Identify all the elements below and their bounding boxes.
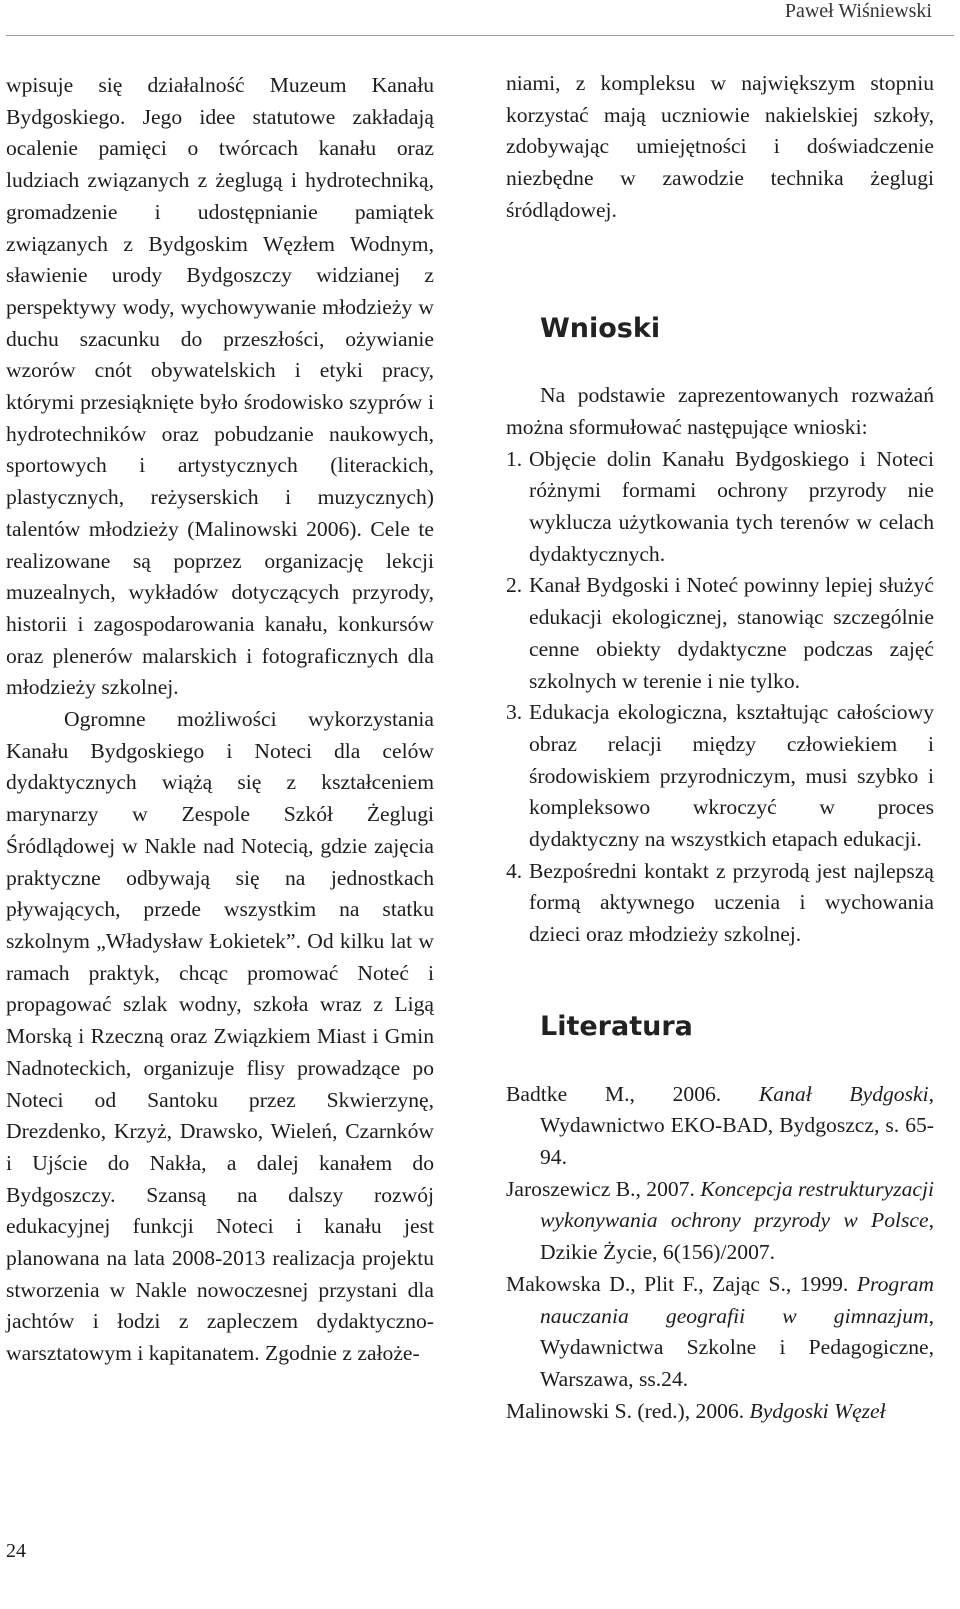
reference-details: , Dzikie Życie, 6(156)/2007.	[540, 1208, 934, 1265]
conclusion-number: 2.	[506, 573, 523, 598]
conclusion-text: Edukacja ekologiczna, kształtując całościowy obraz relacji między człowiekiem i środowiskiem przyrodniczym, musi szybko i kompleksowo wkroczyć w proces dydaktyczny na wszystkich etapach edukacji.	[529, 700, 934, 852]
reference-authors: Badtke M., 2006.	[506, 1081, 722, 1106]
conclusions-list	[506, 444, 934, 951]
right-column	[506, 68, 934, 1427]
conclusion-text: Objęcie dolin Kanału Bydgoskiego i Noteci różnymi formami ochrony przyrody nie wyklucza użytkowania tych terenów w celach dydaktycznych.	[529, 446, 934, 566]
references-list	[506, 1079, 934, 1428]
conclusion-item	[506, 856, 934, 951]
reference-item	[506, 1174, 934, 1269]
body-paragraph: Ogromne możliwości wykorzystania Kanału Bydgoskiego i Noteci dla celów dydaktycznych wiążą się z kształceniem marynarzy w Zespole Szkół Żeglugi Śródlądowej w Nakle nad Notecią, gdzie zajęcia praktyczne odbywają się na jednostkach pływających, przede wszystkim na statku szkolnym „Władysław Łokietek”. Od kilku lat w ramach praktyk, chcąc promować Noteć i propagować szlak wodny, szkoła wraz z Ligą Morską i Rzeczną oraz Związkiem Miast i Gmin Nadnoteckich, organizuje flisy prowadzące po Noteci od Santoku przez Skwierzynę, Drezdenko, Krzyż, Drawsko, Wieleń, Czarnków i Ujście do Nakła, a dalej kanałem do Bydgoszczy. Szansą na dalszy rozwój edukacyjnej funkcji Noteci i kanału jest planowana na lata 2008-2013 realizacja projektu stworzenia w Nakle nowoczesnej przystani dla jachtów i łodzi z zapleczem dydaktyczno-warsztatowym i kapitanatem. Zgodnie z założe-	[6, 707, 434, 1366]
reference-details: , Wydawnictwa Szkolne i Pedagogiczne, Warszawa, ss.24.	[540, 1303, 934, 1391]
reference-item	[506, 1396, 934, 1428]
page-number: 24	[6, 1540, 26, 1562]
conclusions-intro: Na podstawie zaprezentowanych rozważań można sformułować następujące wnioski:	[506, 383, 934, 439]
conclusion-item	[506, 697, 934, 856]
reference-title: Bydgoski Węzeł	[749, 1398, 886, 1423]
reference-item	[506, 1269, 934, 1396]
conclusions-heading: Wnioski	[540, 312, 661, 344]
conclusion-text: Bezpośredni kontakt z przyrodą jest najlepszą formą aktywnego uczenia i wychowania dzieci oraz młodzieży szkolnej.	[529, 858, 934, 947]
literature-heading: Literatura	[540, 1010, 693, 1042]
conclusion-text: Kanał Bydgoski i Noteć powinny lepiej służyć edukacji ekologicznej, stanowiąc szczególnie cenne obiekty dydaktyczne podczas zajęć szkolnych w terenie i nie tylko.	[529, 573, 934, 693]
header-rule	[6, 35, 954, 36]
reference-authors: Makowska D., Plit F., Zając S., 1999.	[506, 1271, 849, 1296]
reference-title: Koncepcja restrukturyzacji wykonywania ochrony przyrody w Polsce	[540, 1176, 934, 1233]
left-column	[6, 70, 434, 1370]
body-paragraph-continuation: niami, z kompleksu w największym stopniu korzystać mają uczniowie nakielskiej szkoły, zdobywając umiejętności i doświadczenie niezbędne w zawodzie technika żeglugi śródlądowej.	[506, 71, 934, 222]
running-header-author: Paweł Wiśniewski	[784, 0, 932, 22]
reference-title: Kanał Bydgoski	[758, 1081, 929, 1106]
reference-authors: Jaroszewicz B., 2007.	[506, 1176, 695, 1201]
conclusion-number: 1.	[506, 446, 523, 471]
body-paragraph: wpisuje się działalność Muzeum Kanału Bydgoskiego. Jego idee statutowe zakładają ocalenie pamięci o twórcach kanału oraz ludziach związanych z żeglugą i hydrotechniką, gromadzenie i udostępnianie pamiątek związanych z Bydgoskim Węzłem Wodnym, sławienie urody Bydgoszczy widzianej z perspektywy wody, wychowywanie młodzieży w duchu szacunku do przeszłości, ożywianie wzorów cnót obywatelskich i etyki pracy, którymi przesiąknięte było środowisko szyprów i hydrotechników oraz pobudzanie naukowych, sportowych i artystycznych (literackich, plastycznych, reżyserskich i muzycznych) talentów młodzieży (Malinowski 2006). Cele te realizowane są poprzez organizację lekcji muzealnych, wykładów dotyczących przyrody, historii i zagospodarowania kanału, konkursów oraz plenerów malarskich i fotograficznych dla młodzieży szkolnej.	[6, 73, 434, 700]
reference-details: , Wydawnictwo EKO-BAD, Bydgoszcz, s. 65-94.	[540, 1081, 934, 1169]
conclusion-item	[506, 444, 934, 571]
reference-item	[506, 1079, 934, 1174]
reference-authors: Malinowski S. (red.), 2006.	[506, 1398, 745, 1423]
conclusion-number: 4.	[506, 858, 523, 883]
conclusion-item	[506, 570, 934, 697]
reference-title: Program nauczania geografii w gimnazjum	[540, 1271, 934, 1328]
conclusion-number: 3.	[506, 700, 523, 725]
